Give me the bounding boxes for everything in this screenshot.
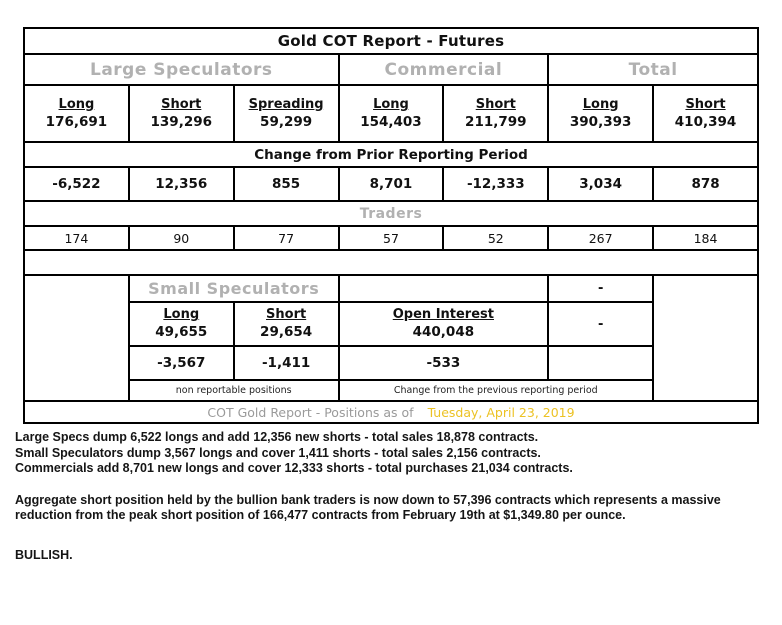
column-header-short: Short bbox=[161, 96, 202, 112]
change-section-header: Change from Prior Reporting Period bbox=[24, 142, 758, 167]
change-from-previous-note: Change from the previous reporting period bbox=[339, 380, 654, 401]
column-header-short: Short bbox=[475, 96, 516, 112]
change-value: -12,333 bbox=[443, 167, 548, 201]
cell-smallspec-short bbox=[234, 302, 339, 346]
non-reportable-note: non reportable positions bbox=[129, 380, 339, 401]
cell-commercial-long bbox=[339, 85, 444, 142]
group-header-small-speculators: Small Speculators bbox=[129, 275, 339, 302]
column-header-long: Long bbox=[373, 96, 409, 112]
position-value: 211,799 bbox=[465, 113, 527, 130]
trader-count: 52 bbox=[443, 226, 548, 250]
report-footer bbox=[24, 401, 758, 423]
cell-total-long bbox=[548, 85, 653, 142]
position-value: 154,403 bbox=[360, 113, 422, 130]
commentary-block bbox=[15, 430, 777, 563]
footer-date: Tuesday, April 23, 2019 bbox=[427, 404, 575, 420]
open-interest-value: 440,048 bbox=[412, 324, 475, 340]
commentary-line-large-specs: Large Specs dump 6,522 longs and add 12,356 new shorts - total sales 18,878 contracts. bbox=[15, 430, 539, 444]
spacer-row bbox=[24, 250, 758, 275]
position-value: 390,393 bbox=[569, 113, 632, 130]
trader-count: 90 bbox=[129, 226, 234, 250]
column-header-spreading: Spreading bbox=[248, 96, 324, 112]
cell-largespec-long bbox=[24, 85, 129, 142]
column-header-long: Long bbox=[58, 96, 95, 112]
cot-report-table-container bbox=[23, 27, 759, 424]
commentary-line-small-speculators: Small Speculators dump 3,567 longs and cover 1,411 shorts - total sales 2,156 contracts. bbox=[15, 445, 541, 460]
cell-total-short bbox=[653, 85, 758, 142]
change-value: 855 bbox=[234, 167, 339, 201]
trader-count: 174 bbox=[24, 226, 129, 250]
commentary-line-commercials: Commercials add 8,701 new longs and cover 12,333 shorts - total purchases 21,034 contracts. bbox=[15, 461, 573, 475]
group-header-commercial: Commercial bbox=[339, 54, 549, 85]
cot-report-page bbox=[0, 27, 782, 625]
smallspec-short-change: -1,411 bbox=[234, 346, 339, 380]
report-title: Gold COT Report - Futures bbox=[24, 28, 758, 54]
open-interest-header: Open Interest bbox=[392, 307, 494, 322]
position-value: 59,299 bbox=[260, 113, 313, 130]
empty-cell bbox=[339, 275, 549, 302]
column-header-short: Short bbox=[685, 96, 726, 112]
position-value: 29,654 bbox=[260, 324, 313, 340]
empty-right-cell bbox=[653, 275, 758, 401]
dash-cell-mid: - bbox=[548, 302, 653, 346]
column-header-long: Long bbox=[582, 96, 619, 112]
footer-label: COT Gold Report - Positions as of bbox=[207, 404, 414, 420]
column-header-short: Short bbox=[266, 307, 307, 322]
change-value: 3,034 bbox=[548, 167, 653, 201]
position-value: 410,394 bbox=[674, 113, 737, 130]
position-value: 139,296 bbox=[150, 113, 213, 130]
traders-section-header: Traders bbox=[24, 201, 758, 226]
sentiment-label: BULLISH. bbox=[15, 547, 73, 562]
commentary-paragraph: Aggregate short position held by the bullion bank traders is now down to 57,396 contracts which represents a massive reduction from the peak short position of 166,477 contracts from February 19th at $1,349.80 per ounce. bbox=[15, 492, 721, 522]
empty-cell bbox=[548, 346, 653, 380]
dash-cell-top: - bbox=[548, 275, 653, 302]
empty-left-cell bbox=[24, 275, 129, 401]
trader-count: 57 bbox=[339, 226, 444, 250]
cell-commercial-short bbox=[443, 85, 548, 142]
cell-smallspec-long bbox=[129, 302, 234, 346]
group-header-total: Total bbox=[548, 54, 758, 85]
group-header-large-speculators: Large Speculators bbox=[24, 54, 339, 85]
smallspec-long-change: -3,567 bbox=[129, 346, 234, 380]
cot-report-table bbox=[23, 27, 759, 424]
cell-largespec-spreading bbox=[234, 85, 339, 142]
trader-count: 267 bbox=[548, 226, 653, 250]
trader-count: 77 bbox=[234, 226, 339, 250]
trader-count: 184 bbox=[653, 226, 758, 250]
change-value: 878 bbox=[653, 167, 758, 201]
cell-largespec-short bbox=[129, 85, 234, 142]
column-header-long: Long bbox=[163, 307, 200, 322]
change-value: 8,701 bbox=[339, 167, 444, 201]
change-value: 12,356 bbox=[129, 167, 234, 201]
change-value: -6,522 bbox=[24, 167, 129, 201]
position-value: 176,691 bbox=[45, 113, 108, 130]
open-interest-change: -533 bbox=[339, 346, 549, 380]
cell-open-interest bbox=[339, 302, 549, 346]
position-value: 49,655 bbox=[155, 324, 208, 340]
